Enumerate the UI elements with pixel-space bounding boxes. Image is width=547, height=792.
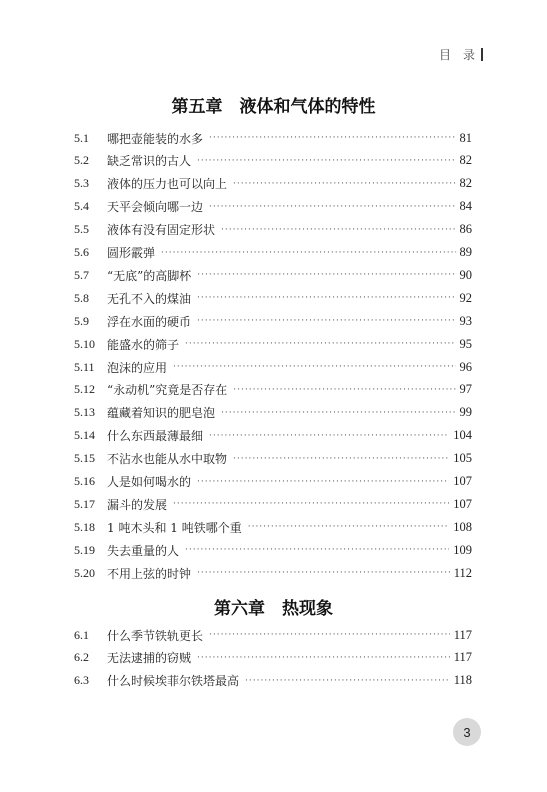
entry-title: “永动机”究竟是否存在 <box>107 383 228 398</box>
leader-dots <box>221 408 455 418</box>
running-header <box>439 46 483 63</box>
entry-number: 6.3 <box>74 673 89 688</box>
entry-number: 5.20 <box>74 565 95 580</box>
leader-dots <box>197 270 455 280</box>
leader-dots <box>197 316 455 326</box>
entry-title: 什么东西最薄最细 <box>107 429 204 444</box>
header-bar <box>481 48 483 61</box>
leader-dots <box>233 385 455 395</box>
entry-page: 104 <box>453 428 472 443</box>
entry-number: 5.12 <box>74 382 95 397</box>
leader-dots <box>173 362 455 372</box>
entry-number: 5.19 <box>74 542 95 557</box>
entry-number: 5.9 <box>74 313 89 328</box>
entry-page: 107 <box>453 474 472 488</box>
entry-number: 5.16 <box>74 474 95 488</box>
entry-page: 112 <box>453 565 472 580</box>
entry-title: 天平会倾向哪一边 <box>107 200 204 215</box>
toc-entry[interactable] <box>74 333 472 355</box>
entry-title: 蕴藏着知识的肥皂泡 <box>107 406 216 421</box>
entry-page: 105 <box>453 451 472 466</box>
entry-number: 5.14 <box>74 428 95 443</box>
leader-dots <box>185 339 455 349</box>
entry-number: 5.4 <box>74 199 89 214</box>
entry-page: 107 <box>453 496 472 511</box>
toc-entry[interactable] <box>74 539 472 561</box>
leader-dots <box>197 568 450 578</box>
toc-entry[interactable] <box>74 196 472 218</box>
toc-entry[interactable] <box>74 516 472 538</box>
entry-page: 99 <box>459 405 472 420</box>
toc-entry[interactable] <box>74 624 472 646</box>
entry-number: 5.1 <box>74 130 89 145</box>
entry-page: 82 <box>459 176 472 191</box>
leader-dots <box>197 156 455 166</box>
leader-dots <box>209 431 449 441</box>
entry-title: 泡沫的应用 <box>107 360 168 375</box>
leader-dots <box>209 202 455 212</box>
leader-dots <box>209 630 450 640</box>
entry-page: 109 <box>453 542 472 557</box>
entry-title: 哪把壶能装的水多 <box>107 131 204 146</box>
toc-entry[interactable] <box>74 402 472 424</box>
toc-entry[interactable] <box>74 471 472 493</box>
entry-page: 96 <box>459 359 472 374</box>
entry-page: 97 <box>459 382 472 397</box>
toc-entry[interactable] <box>74 647 472 669</box>
leader-dots <box>161 248 455 258</box>
toc-entry[interactable] <box>74 448 472 470</box>
entry-page: 81 <box>459 130 472 145</box>
header-text: 目 录 <box>438 48 475 62</box>
chapter-title-5: 第五章 液体和气体的特性 <box>171 97 376 117</box>
entry-title: 无孔不入的煤油 <box>107 291 192 306</box>
entry-page: 95 <box>459 336 472 351</box>
entry-title: 漏斗的发展 <box>107 497 168 512</box>
toc-entry[interactable] <box>74 242 472 264</box>
entry-page: 118 <box>453 673 472 688</box>
leader-dots <box>233 454 449 464</box>
entry-title: 缺乏常识的古人 <box>107 154 192 169</box>
entry-number: 6.1 <box>74 627 89 642</box>
leader-dots <box>221 225 455 235</box>
toc-entry[interactable] <box>74 356 472 378</box>
entry-title: 不沾水也能从水中取物 <box>107 452 228 467</box>
leader-dots <box>197 477 449 487</box>
leader-dots <box>209 133 455 143</box>
chapter-title-6: 第六章 热现象 <box>214 599 333 619</box>
entry-title: 1 吨木头和 1 吨铁哪个重 <box>107 520 242 535</box>
entry-number: 6.2 <box>74 650 89 665</box>
entry-number: 5.17 <box>74 496 95 511</box>
toc-entry[interactable] <box>74 493 472 515</box>
entry-number: 5.8 <box>74 290 89 305</box>
toc-entry[interactable] <box>74 287 472 309</box>
entry-page: 93 <box>459 313 472 328</box>
toc-entry[interactable] <box>74 150 472 172</box>
entry-title: 失去重量的人 <box>107 543 180 558</box>
entry-page: 82 <box>459 153 472 168</box>
leader-dots <box>233 179 455 189</box>
entry-number: 5.3 <box>74 176 89 191</box>
entry-number: 5.18 <box>74 519 95 534</box>
entry-title: 什么时候埃菲尔铁塔最高 <box>107 674 240 689</box>
toc-entry[interactable] <box>74 219 472 241</box>
page-number: 3 <box>463 724 471 740</box>
toc-entry[interactable] <box>74 173 472 195</box>
entry-number: 5.15 <box>74 451 95 466</box>
entry-title: 什么季节铁轨更长 <box>107 628 204 643</box>
entry-title: “无底”的高脚杯 <box>107 268 192 283</box>
leader-dots <box>197 653 450 663</box>
leader-dots <box>185 545 449 555</box>
entry-page: 90 <box>459 267 472 282</box>
toc-entry[interactable] <box>74 379 472 401</box>
entry-page: 89 <box>459 245 472 259</box>
entry-title: 能盛水的筛子 <box>107 337 180 352</box>
entry-number: 5.5 <box>74 222 89 237</box>
entry-page: 108 <box>453 519 472 534</box>
entry-title: 不用上弦的时钟 <box>107 566 192 581</box>
toc-entry[interactable] <box>74 670 472 692</box>
entry-title: 液体的压力也可以向上 <box>107 177 228 192</box>
toc-entry[interactable] <box>74 562 472 584</box>
entry-number: 5.10 <box>74 336 95 351</box>
toc-entry[interactable] <box>74 127 472 149</box>
page-number-badge <box>453 718 481 746</box>
entry-number: 5.13 <box>74 405 95 420</box>
toc-entry[interactable] <box>74 264 472 286</box>
entry-title: 人是如何喝水的 <box>107 475 192 489</box>
entry-page: 117 <box>453 627 472 642</box>
entry-page: 84 <box>459 199 472 214</box>
entry-number: 5.6 <box>74 245 89 259</box>
entry-title: 无法逮捕的窃贼 <box>107 651 192 666</box>
entry-number: 5.2 <box>74 153 89 168</box>
entry-page: 92 <box>459 290 472 305</box>
toc-entry[interactable] <box>74 310 472 332</box>
leader-dots <box>248 522 450 532</box>
entry-title: 圆形霰弹 <box>107 246 156 260</box>
entry-title: 浮在水面的硬币 <box>107 314 192 329</box>
entry-number: 5.7 <box>74 267 89 282</box>
entry-page: 86 <box>459 222 472 237</box>
entry-number: 5.11 <box>74 359 95 374</box>
leader-dots <box>245 676 450 686</box>
entry-page: 117 <box>453 650 472 665</box>
leader-dots <box>173 499 449 509</box>
entry-title: 液体有没有固定形状 <box>107 223 216 238</box>
toc-entry[interactable] <box>74 425 472 447</box>
leader-dots <box>197 293 455 303</box>
